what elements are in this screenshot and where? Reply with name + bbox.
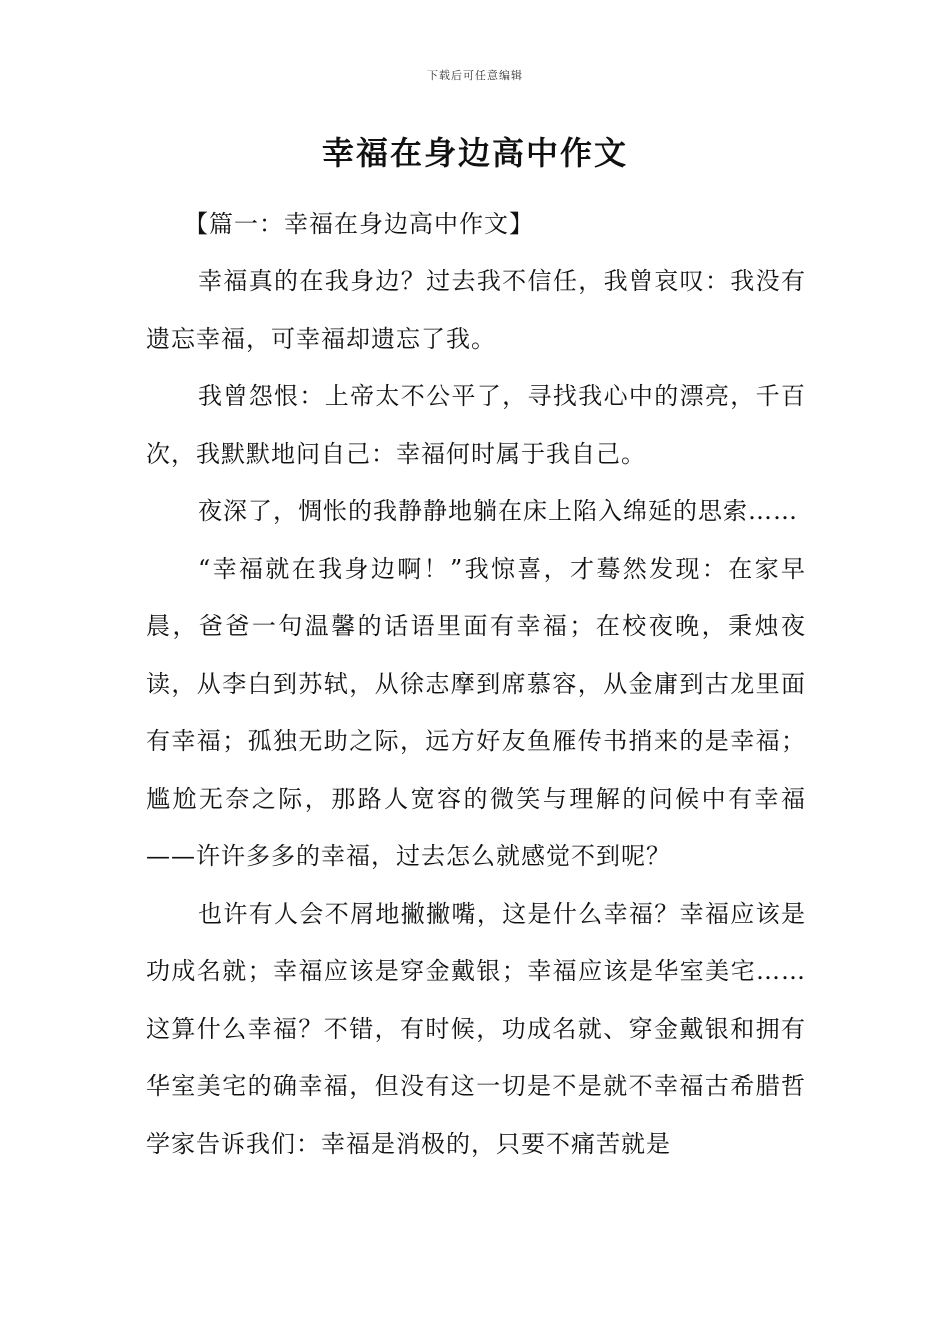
header-note: 下载后可任意编辑 [427,69,523,82]
paragraph: 我曾怨恨：上帝太不公平了，寻找我心中的漂亮，千百次，我默默地问自己：幸福何时属于我自己。 [146,382,806,468]
paragraph: 夜深了，惆怅的我静静地躺在床上陷入绵延的思索…… [198,497,798,525]
paragraph: “幸福就在我身边啊！”我惊喜，才蓦然发现：在家早晨，爸爸一句温馨的话语里面有幸福；在校夜晚，秉烛夜读，从李白到苏轼，从徐志摩到席慕容，从金庸到古龙里面有幸福；孤独无助之际，远方好友鱼雁传书捎来的是幸福；尴尬无奈之际，那路人宽容的微笑与理解的问候中有幸福——许许多多的幸福，过去怎么就感觉不到呢？ [146,554,806,870]
paragraph: 幸福真的在我身边？过去我不信任，我曾哀叹：我没有遗忘幸福，可幸福却遗忘了我。 [146,267,806,353]
paragraph: 也许有人会不屑地撇撇嘴，这是什么幸福？幸福应该是功成名就；幸福应该是穿金戴银；幸福应该是华室美宅……这算什么幸福？不错，有时候，功成名就、穿金戴银和拥有华室美宅的确幸福，但没有这一切是不是就不幸福古希腊哲学家告诉我们：幸福是消极的，只要不痛苦就是 [146,899,806,1158]
document-body [146,196,806,1173]
section-heading: 【篇一：幸福在身边高中作文】 [184,210,534,238]
document-title: 幸福在身边高中作文 [321,134,628,172]
